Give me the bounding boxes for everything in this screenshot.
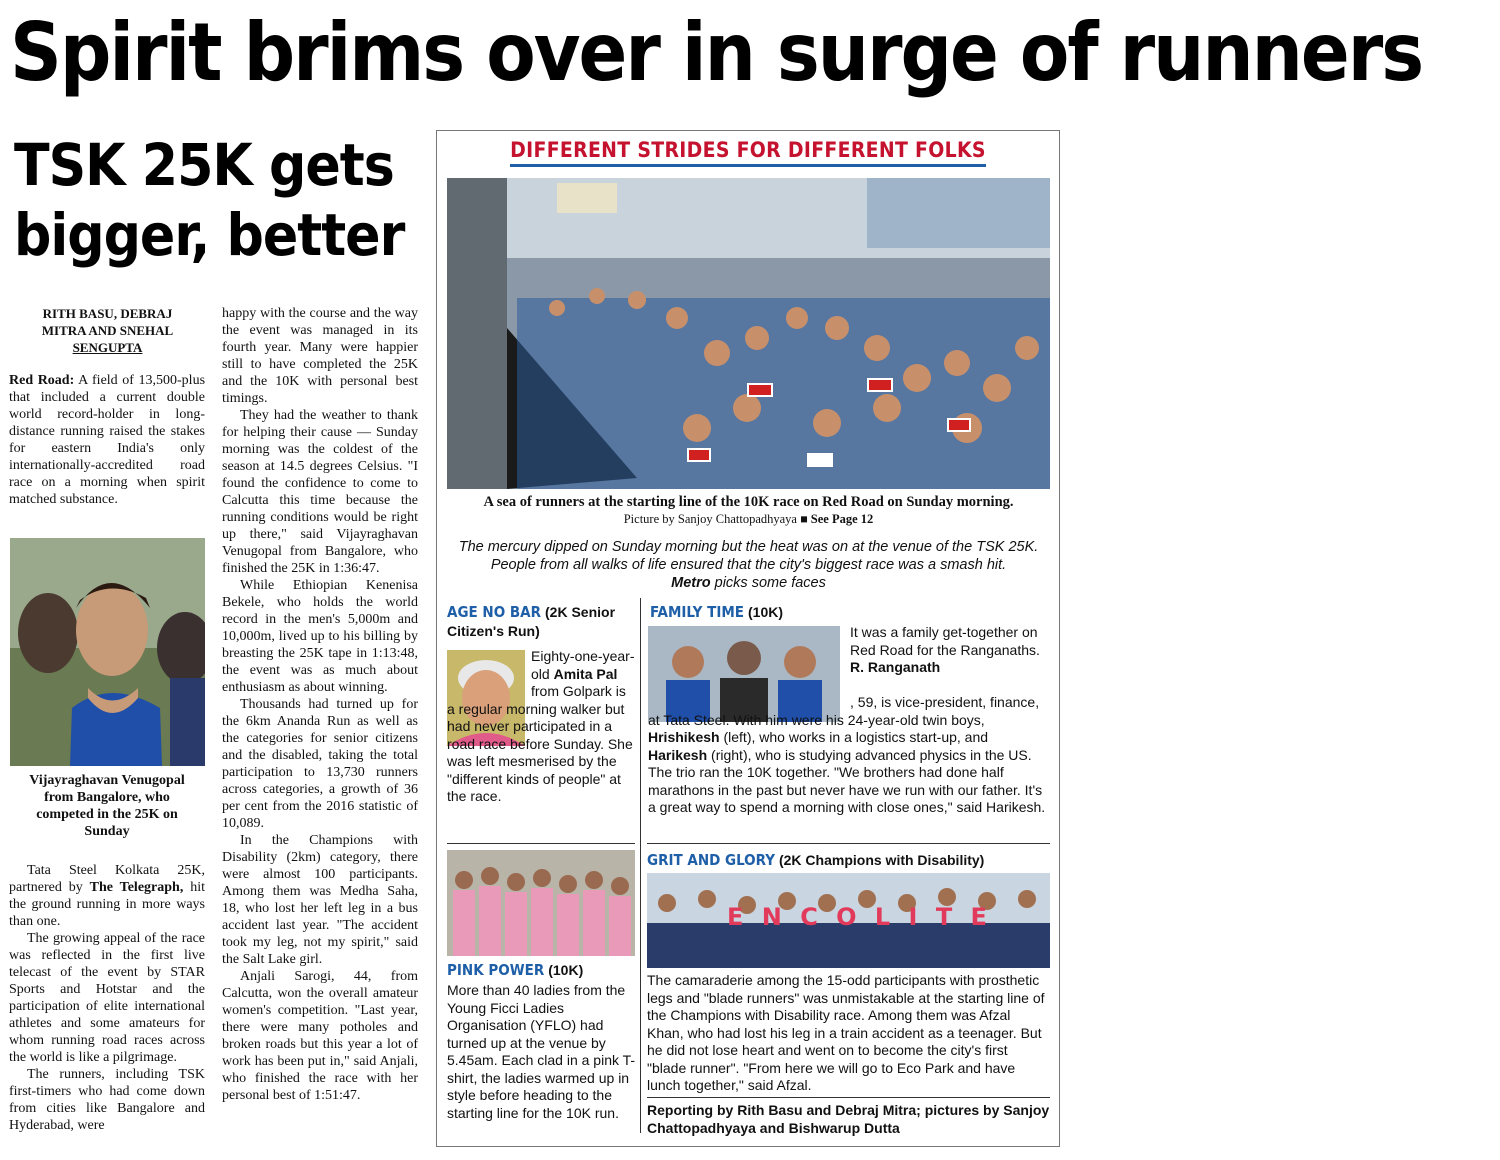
pink-power-photo — [447, 850, 635, 956]
encolite-banner — [727, 903, 987, 931]
family-grit-divider — [647, 843, 1050, 844]
box-intro-line-3-text: picks some faces — [710, 575, 826, 591]
grit-glory-sub: (2K Champions with Disability) — [778, 852, 985, 868]
family-time-body-top — [850, 624, 1050, 677]
box-column-divider — [640, 598, 641, 1133]
pink-power-title: PINK POWER — [447, 961, 545, 979]
the-telegraph: The Telegraph, — [89, 880, 184, 895]
reporting-credit: Reporting by Rith Basu and Debraj Mitra; pictures by Sanjoy Chattopadhyaya and Bishwarup Dutta — [647, 1102, 1050, 1136]
col2-p1: happy with the course and the way the event was managed in its fourth year. Many were happier still to have completed the 25K and the 10K with personal best timings. — [222, 306, 418, 406]
headline: Spirit brims over in surge of runners — [10, 6, 1423, 99]
portrait-caption: Vijayraghavan Venugopal from Bangalore, who competed in the 25K on Sunday — [29, 773, 185, 839]
byline-line-1: RITH BASU, DEBRAJ — [42, 306, 173, 321]
family-t2: , 59, is vice-president, finance, at Tata Steel. With him were his 24-year-old twin boys, — [648, 694, 1040, 728]
family-time-title: FAMILY TIME — [650, 603, 744, 621]
pink-power-sub: (10K) — [548, 962, 584, 978]
photo-credit: Picture by Sanjoy Chattopadhyaya — [623, 512, 797, 526]
col2-p6: Anjali Sarogi, 44, from Calcutta, won the overall amateur women's competition. "Last year, there were many potholes and broken roads but this year a lot of work has been put in," said Anjali, who finished the race with her personal best of 1:51:47. — [222, 969, 418, 1103]
family-t4: (right), who is studying advanced physics in the US. The trio ran the 10K together. "We brothers had done half marathons in the past but never have we run with our father. It's a great way to spend a morning with close ones," said Harikesh. — [648, 746, 1046, 815]
age-t2: from Golpark is a regular morning walker but had never participated in a road race before Sunday. She was left mesmerised by the "different kinds of people" at the race. — [447, 683, 633, 804]
byline — [10, 305, 205, 356]
subheadline: TSK 25K gets bigger, better — [14, 131, 405, 269]
grit-glory-heading — [647, 851, 1050, 870]
dateline: Red Road: — [9, 373, 75, 388]
runner-portrait-illustration — [10, 538, 205, 766]
col1-p3: The runners, including TSK first-timers who had come down from cities like Bangalore and Hyderabad, were — [9, 1067, 205, 1133]
box-intro-line-1: The mercury dipped on Sunday morning but the heat was on at the venue of the TSK 25K. — [458, 539, 1039, 555]
hrishikesh-name: Hrishikesh — [648, 729, 720, 745]
box-intro-line-2: People from all walks of life ensured that the city's biggest race was a smash hit. — [490, 557, 1007, 573]
crowd-illustration — [447, 178, 1050, 489]
family-t3: (left), who works in a logistics start-up, and — [719, 729, 989, 745]
family-t1: It was a family get-together on Red Road for the Ranganaths. — [850, 624, 1040, 658]
grit-glory-body: The camaraderie among the 15-odd participants with prosthetic legs and "blade runners" was unmistakable at the starting line of the Champions with Disability race. Among them was Afzal Khan, who had lost his leg in a train accident as a teenager. But he did not lose heart and went on to become the city's first "blade runner". "From here we will go to Eco Park and have lunch together," said Afzal. — [647, 972, 1045, 1093]
banner-letter: C — [800, 903, 818, 931]
box-intro-line-3 — [447, 574, 1050, 592]
age-no-bar-body — [447, 683, 637, 806]
banner-letter: L — [874, 903, 891, 931]
banner-letter: I — [908, 903, 918, 931]
crowd-photo-credit — [447, 512, 1050, 527]
harikesh-name: Harikesh — [648, 746, 708, 763]
col2-p3: While Ethiopian Kenenisa Bekele, who holds the world record in the men's 5,000m and 10,000m, lived up to his billing by breasting the 25K tape in 1:13:48, the event was as much about enthusiasm as about winning. — [222, 578, 418, 695]
column-2-body — [222, 305, 418, 1104]
pink-power-body: More than 40 ladies from the Young Ficci Ladies Organisation (YFLO) had turned up at the venue by 5.45am. Each clad in a pink T-shirt, the ladies warmed up in style before heading to the starting line for the 10K run. — [447, 982, 636, 1121]
grit-glory-title: GRIT AND GLORY — [647, 851, 775, 869]
age-no-bar-heading — [447, 603, 637, 641]
box-title — [436, 138, 1060, 162]
lead-paragraph — [9, 372, 205, 508]
amita-pal-name: Amita Pal — [553, 665, 618, 682]
column-1-body — [9, 862, 205, 1134]
age-pink-divider — [447, 843, 635, 844]
pink-power-illustration — [447, 850, 635, 956]
family-time-sub: (10K) — [748, 604, 784, 620]
age-no-bar-title: AGE NO BAR — [447, 603, 542, 621]
pink-power-heading — [447, 961, 637, 980]
see-page-link[interactable]: See Page 12 — [810, 512, 874, 526]
metro-label: Metro — [671, 575, 711, 591]
reporting-divider — [647, 1097, 1050, 1098]
age-no-bar-body-top — [531, 648, 637, 683]
col1-p1-before: Tata Steel Kolkata 25K, partnered by — [9, 863, 205, 895]
box-title-text: DIFFERENT STRIDES FOR DIFFERENT FOLKS — [510, 138, 986, 167]
col2-p4: Thousands had turned up for the 6km Ananda Run as well as the categories for senior citizens and the disabled, taking the total participation to 13,730 runners across categories, a growth of 36 per cent from the 2016 statistic of 10,089. — [222, 697, 418, 831]
lead-text: A field of 13,500-plus that included a current double world record-holder in long-distance running raised the stakes for eastern India's only internationally-accredited road race on a morning when spirit matched substance. — [9, 373, 206, 507]
family-time-heading — [650, 603, 950, 622]
crowd-photo — [447, 178, 1050, 489]
age-no-bar-sub: (2K Senior Citizen's Run) — [447, 604, 616, 639]
square-bullet-icon: ■ — [800, 512, 808, 526]
banner-letter: E — [727, 903, 744, 931]
banner-letter: N — [761, 903, 782, 931]
col2-p2: They had the weather to thank for helping their cause — Sunday morning was the coldest of the season at 14.5 degrees Celsius. "I found the confidence to come to Calcutta this time because the running conditions would be right up there," said Vijayraghavan Venugopal from Bangalore, who finished the 25K in 1:36:47. — [222, 408, 418, 576]
banner-letter: O — [836, 903, 857, 931]
banner-letter: E — [970, 903, 987, 931]
byline-line-3: SENGUPTA — [72, 340, 143, 355]
col1-p1-after: hit the ground running in more ways than one. — [9, 880, 206, 929]
ranganath-name: R. Ranganath — [850, 659, 941, 675]
family-time-body — [648, 694, 1046, 817]
banner-letter: T — [935, 903, 953, 931]
grit-glory-photo — [647, 873, 1050, 968]
col2-p5: In the Champions with Disability (2km) category, there were almost 100 participants. Among them was Medha Saha, 18, who lost her left leg in a bus accident last year. "The accident took my leg, not my spirit," said the Salt Lake girl. — [222, 833, 418, 967]
runner-portrait-photo — [10, 538, 205, 766]
col1-p2: The growing appeal of the race was reflected in the first live telecast of the event by STAR Sports and Hotstar and the participation of elite international athletes and some amateurs for whom running road races across the world is like a pilgrimage. — [9, 931, 205, 1065]
byline-line-2: MITRA AND SNEHAL — [41, 323, 174, 338]
crowd-photo-caption: A sea of runners at the starting line of the 10K race on Red Road on Sunday morning. — [483, 494, 1014, 510]
age-t1: Eighty-one-year-old — [531, 648, 635, 682]
box-intro — [447, 538, 1050, 592]
